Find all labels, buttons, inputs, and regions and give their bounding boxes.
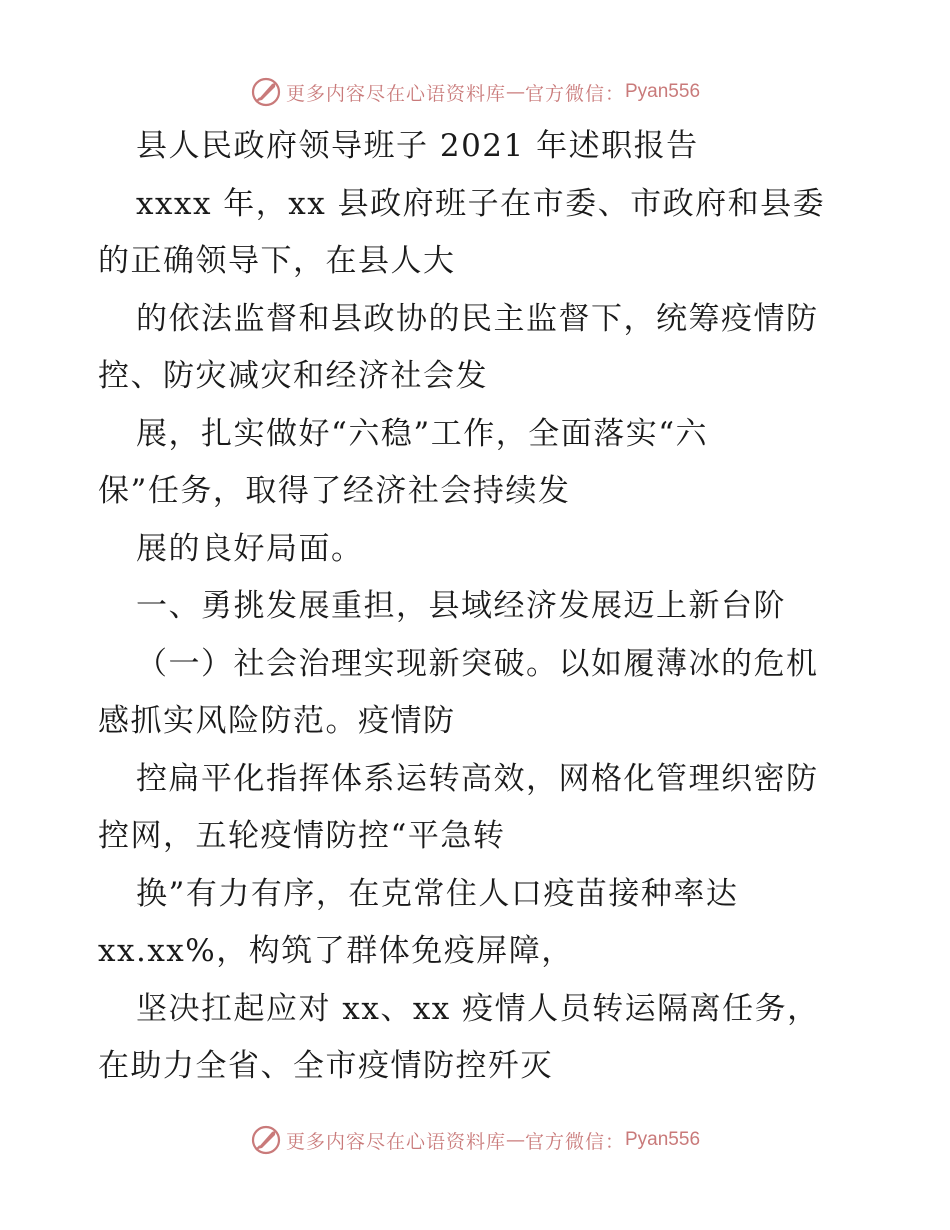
section-heading: 一、勇挑发展重担，县域经济发展迈上新台阶 <box>136 588 786 624</box>
body-line: 保”任务，取得了经济社会持续发 <box>98 473 571 509</box>
watermark-dash: — <box>505 81 525 103</box>
body-line: xxxx 年，xx 县政府班子在市委、市政府和县委 <box>136 185 826 222</box>
document-body <box>98 118 858 1096</box>
body-line: 展，扎实做好“六稳”工作，全面落实“六 <box>136 415 709 452</box>
document-title: 县人民政府领导班子 2021 年述职报告 <box>136 128 699 164</box>
watermark-text: 更多内容尽在心语资料库 <box>285 1130 506 1153</box>
watermark-wechat-label: 官方微信： <box>524 82 625 105</box>
body-line: 坚决扛起应对 xx、xx 疫情人员转运隔离任务， <box>136 990 820 1027</box>
watermark-wechat-id: Pyan556 <box>625 81 701 102</box>
body-line: 在助力全省、全市疫情防控歼灭 <box>98 1048 553 1084</box>
body-line: 换”有力有序，在克常住人口疫苗接种率达 <box>136 875 739 912</box>
body-line: 的正确领导下，在县人大 <box>98 243 456 279</box>
watermark-dash: — <box>505 1129 525 1151</box>
footer-watermark <box>0 1120 950 1160</box>
body-line: 的依法监督和县政协的民主监督下，统筹疫情防 <box>136 300 819 337</box>
body-line: xx.xx%，构筑了群体免疫屏障， <box>98 933 574 969</box>
body-line: 控网，五轮疫情防控“平急转 <box>98 818 506 854</box>
watermark-text: 更多内容尽在心语资料库 <box>285 82 506 105</box>
body-line: 展的良好局面。 <box>136 530 364 567</box>
body-line: 控、防灾减灾和经济社会发 <box>98 358 488 394</box>
feather-pen-logo-icon <box>250 76 282 108</box>
feather-pen-logo-icon <box>250 1124 282 1156</box>
watermark-wechat-id: Pyan556 <box>625 1129 701 1150</box>
subsection-heading: （一）社会治理实现新突破。以如履薄冰的危机 <box>136 645 819 682</box>
header-watermark <box>0 72 950 112</box>
body-line: 感抓实风险防范。疫情防 <box>98 703 456 739</box>
watermark-wechat-label: 官方微信： <box>524 1130 625 1153</box>
body-line: 控扁平化指挥体系运转高效，网格化管理织密防 <box>136 760 819 797</box>
